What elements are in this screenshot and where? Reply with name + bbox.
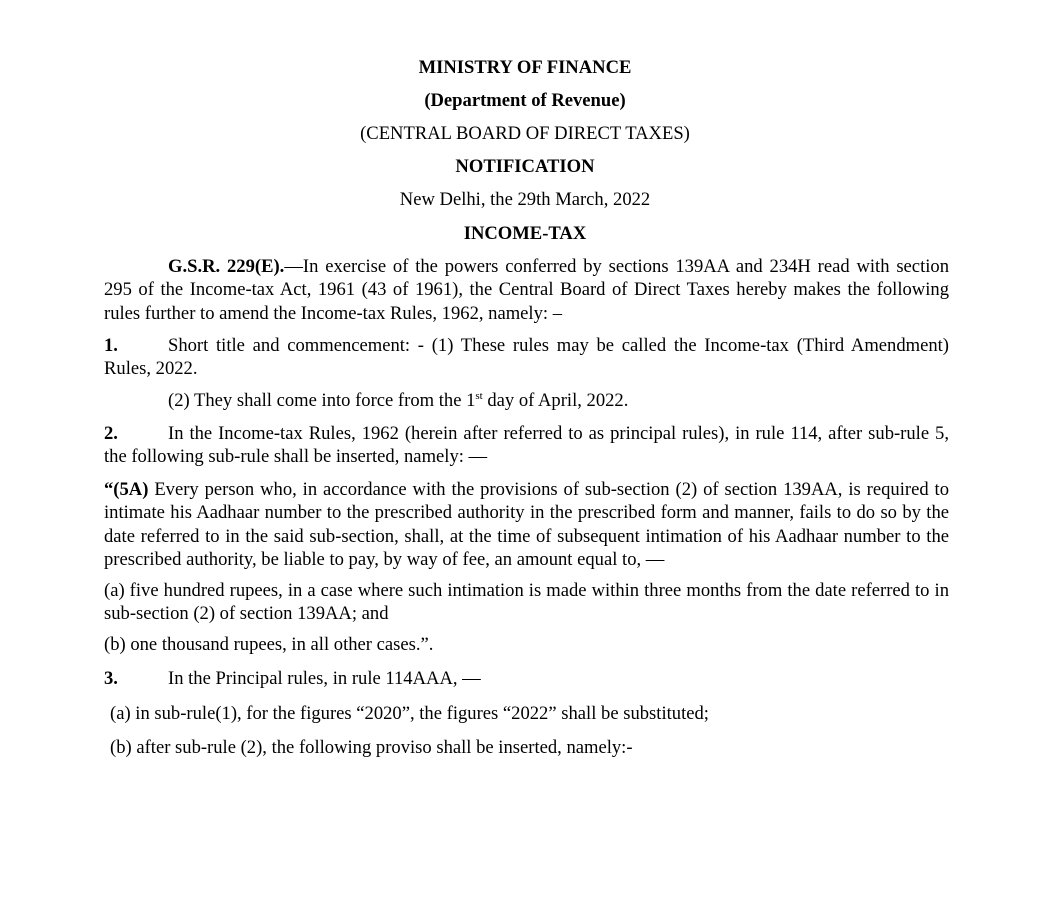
preamble-text: —In exercise of the powers conferred by sections 139AA and 234H read with section 295 of the Income-tax Act, 1961 (43 of 1961), the Central Board of Direct Taxes hereby makes the following rules further to amend the Income-tax Rules, 1962, namely: – bbox=[104, 256, 949, 324]
sub-rule-5a-label: “(5A) bbox=[104, 479, 149, 500]
rule-3-clause-a: (a) in sub-rule(1), for the figures “2020”, the figures “2022” shall be substituted; bbox=[110, 703, 709, 724]
dateline: New Delhi, the 29th March, 2022 bbox=[399, 189, 651, 210]
rule-3-number: 3. bbox=[104, 668, 118, 689]
rule-1-text: Short title and commencement: - (1) These rules may be called the Income-tax (Third Amendment) Rules, 2022. bbox=[104, 335, 949, 380]
rule-1-number: 1. bbox=[104, 335, 118, 356]
subject-heading: INCOME-TAX bbox=[463, 223, 587, 244]
department-heading: (Department of Revenue) bbox=[424, 90, 626, 111]
sub-rule-5a-text: Every person who, in accordance with the provisions of sub-section (2) of section 139AA, is required to intimate his Aadhaar number to the prescribed authority in the prescribed form and manner, fails to do so by the date referred to in the said sub-section, shall, at the time of subsequent intimation of his Aadhaar number to the prescribed authority, be liable to pay, by way of fee, an amount equal to, — bbox=[104, 479, 949, 571]
rule-3-text: In the Principal rules, in rule 114AAA, — bbox=[168, 668, 481, 689]
board-heading: (CENTRAL BOARD OF DIRECT TAXES) bbox=[360, 123, 690, 144]
rule-2-paragraph bbox=[104, 422, 949, 469]
gsr-number: G.S.R. 229(E). bbox=[168, 256, 285, 277]
clause-b-fee: (b) one thousand rupees, in all other cases.”. bbox=[104, 634, 434, 655]
rule-3-paragraph bbox=[104, 668, 481, 690]
notification-heading: NOTIFICATION bbox=[455, 156, 595, 177]
rule-2-text: In the Income-tax Rules, 1962 (herein after referred to as principal rules), in rule 114, after sub-rule 5, the following sub-rule shall be inserted, namely: — bbox=[104, 423, 949, 468]
clause-a-fee: (a) five hundred rupees, in a case where such intimation is made within three months from the date referred to in sub-section (2) of section 139AA; and bbox=[104, 580, 949, 625]
sub-rule-5a-paragraph bbox=[104, 478, 949, 572]
rule-1-paragraph bbox=[104, 334, 949, 381]
rule-1-sub-2-text-before: (2) They shall come into force from the 1 bbox=[168, 390, 476, 411]
rule-3-clause-b: (b) after sub-rule (2), the following proviso shall be inserted, namely:- bbox=[110, 737, 633, 758]
preamble-paragraph bbox=[104, 255, 949, 325]
rule-1-sub-2-text-after: day of April, 2022. bbox=[482, 390, 629, 411]
rule-2-number: 2. bbox=[104, 423, 118, 444]
ministry-heading: MINISTRY OF FINANCE bbox=[418, 57, 632, 78]
rule-1-sub-2 bbox=[168, 390, 628, 412]
ordinal-suffix: st bbox=[475, 390, 483, 402]
